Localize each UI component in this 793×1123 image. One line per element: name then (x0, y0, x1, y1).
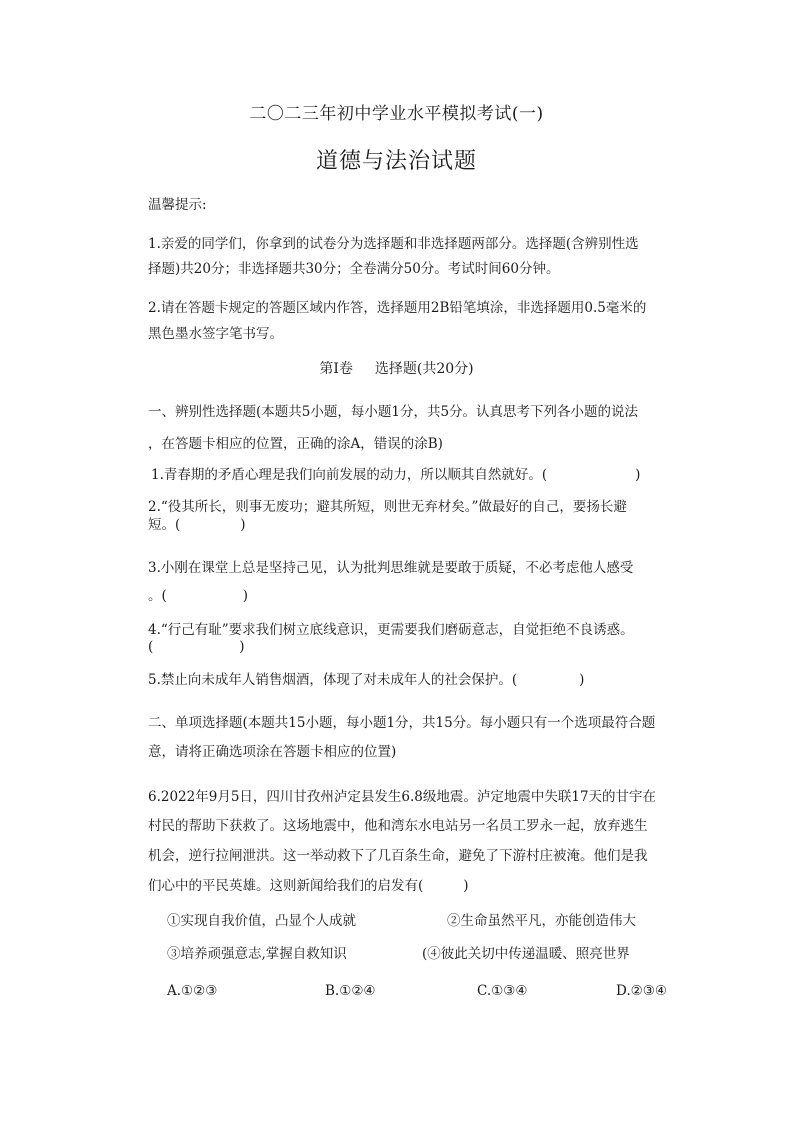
volume-title: 选择题(共20分) (374, 361, 474, 377)
tips-heading: 温馨提示: (148, 197, 207, 213)
section2-instruction-line-2: 意，请将正确选项涂在答题卡相应的位置) (148, 744, 397, 760)
question-2-line-1: 2.“役其所长，则事无废功；避其所短，则世无弃材矣。”做最好的自己，要扬长避 (148, 499, 627, 515)
question-1-text: 1.青春期的矛盾心理是我们向前发展的动力，所以顺其自然就好。( (151, 467, 548, 483)
tip-1-line-2: 择题)共20分；非选择题共30分；全卷满分50分。考试时间60分钟。 (148, 261, 560, 277)
question-5 (148, 671, 584, 689)
option-b: B.①②④ (325, 983, 376, 999)
question-4-text: ( (148, 639, 154, 655)
statement-1: ①实现自我价值，凸显个人成就 (167, 913, 356, 929)
section2-instruction-line-1: 二、单项选择题(本题共15小题，每小题1分，共15分。每小题只有一个选项最符合题 (148, 715, 656, 731)
question-3-line-2 (148, 587, 248, 605)
question-1 (151, 466, 640, 484)
volume-part: 第Ⅰ卷 (319, 361, 353, 377)
question-3-line-1: 3.小刚在课堂上总是坚持己见，认为批判思维就是要敢于质疑，不必考虑他人感受 (148, 560, 634, 576)
question-2-close: ) (240, 517, 246, 533)
option-a: A.①②③ (167, 983, 218, 999)
question-5-text: 5.禁止向未成年人销售烟酒，体现了对未成年人的社会保护。( (148, 672, 518, 688)
question-6-line-3: 机会，逆行拉闸泄洪。这一举动救下了几百条生命，避免了下游村庄被淹。他们是我 (148, 848, 648, 864)
question-3-close: ) (242, 588, 249, 604)
question-3-text: 。( (148, 588, 167, 604)
tip-1-line-1: 1.亲爱的同学们，你拿到的试卷分为选择题和非选择题两部分。选择题(含辨别性选 (148, 236, 639, 252)
question-6-close: ) (463, 878, 469, 894)
tip-2-line-1: 2.请在答题卡规定的答题区域内作答，选择题用2B铅笔填涂，非选择题用0.5毫米的 (148, 300, 647, 316)
section1-instruction-line-2: ，在答题卡相应的位置，正确的涂A，错误的涂B) (148, 436, 443, 452)
question-6-line-2: 村民的帮助下获救了。这场地震中，他和湾东水电站另一名员工罗永一起，放弃逃生 (148, 818, 648, 834)
subject-title: 道德与法治试题 (315, 149, 477, 174)
question-6-line-4 (148, 877, 469, 895)
tip-2-line-2: 黑色墨水签字笔书写。 (148, 326, 283, 342)
exam-title: 二〇二三年初中学业水平模拟考试(一) (249, 104, 544, 124)
option-d: D.②③④ (616, 983, 667, 999)
question-5-close: ) (579, 672, 585, 688)
statement-2: ②生命虽然平凡，亦能创造伟大 (447, 913, 636, 929)
question-2-text: 短。( (148, 517, 181, 533)
statement-4: (④彼此关切中传递温暖、照亮世界 (422, 946, 630, 962)
question-6-text: 们心中的平民英雄。这则新闻给我们的启发有( (148, 878, 424, 894)
question-6-line-1: 6.2022年9月5日，四川甘孜州泸定县发生6.8级地震。泸定地震中失联17天的甘宇在 (148, 789, 657, 805)
question-4-line-1: 4.“行己有耻”要求我们树立底线意识，更需要我们磨砺意志，自觉拒绝不良诱惑。 (148, 622, 634, 638)
answer-options (167, 982, 677, 1000)
option-c: C.①③④ (477, 983, 528, 999)
statement-3: ③培养顽强意志,掌握自救知识 (167, 946, 347, 962)
question-1-close: ) (635, 467, 641, 483)
volume-heading (0, 360, 793, 378)
section1-instruction-line-1: 一、辨别性选择题(本题共5小题，每小题1分，共5分。认真思考下列各小题的说法 (148, 404, 639, 420)
question-4-line-2 (148, 638, 245, 656)
question-4-close: ) (239, 639, 245, 655)
question-2-line-2 (148, 516, 246, 534)
